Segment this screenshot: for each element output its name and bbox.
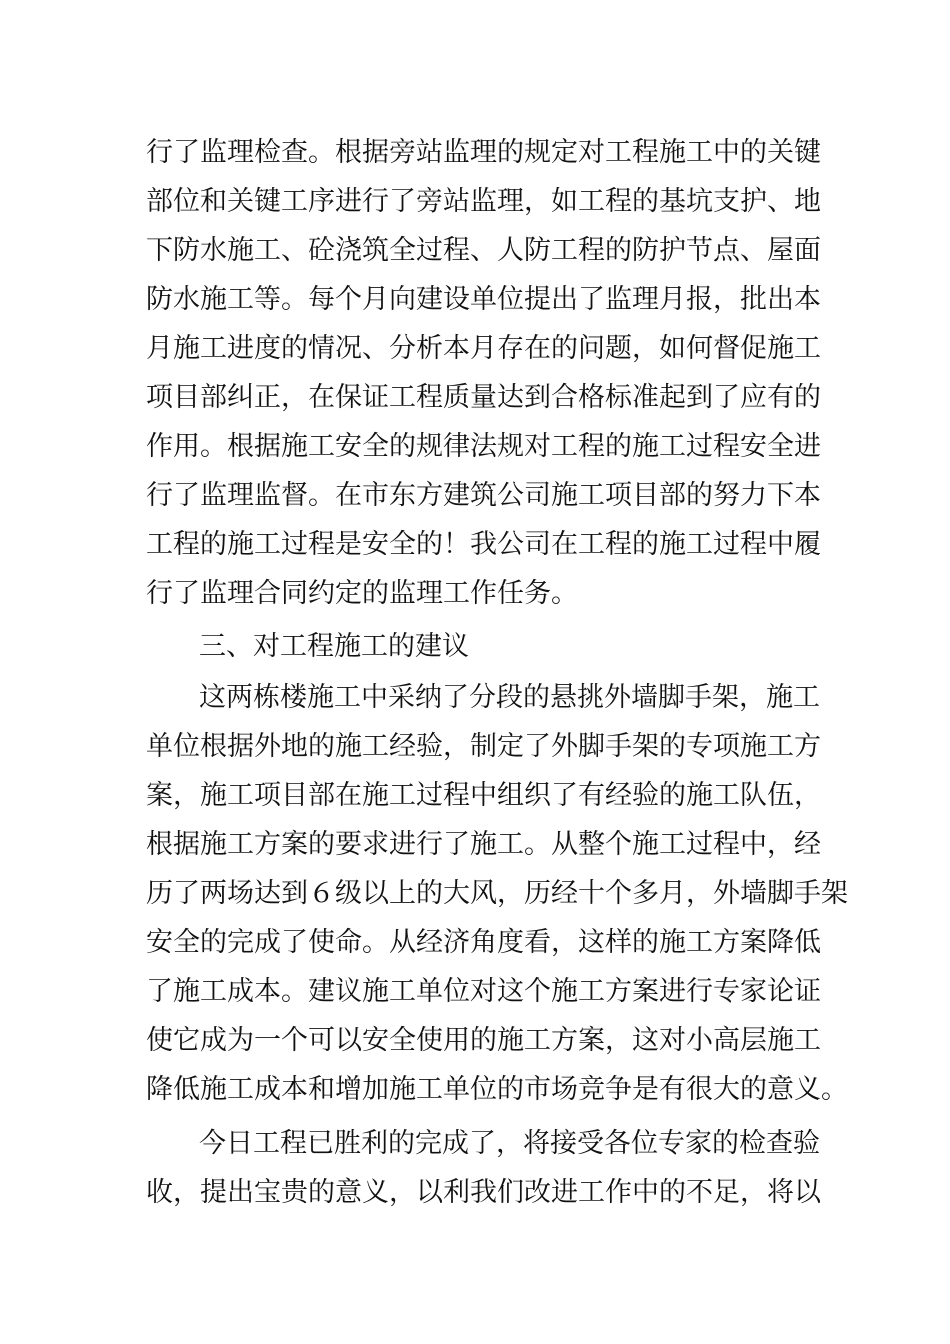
text-line: 案，施工项目部在施工过程中组织了有经验的施工队伍，	[146, 780, 821, 811]
text-line: 下防水施工、砼浇筑全过程、人防工程的防护节点、屋面	[146, 235, 821, 266]
text-line: 项目部纠正，在保证工程质量达到合格标准起到了应有的	[146, 382, 821, 413]
paragraph-scaffolding	[146, 673, 848, 1114]
text-line: 今日工程已胜利的完成了，将接受各位专家的检查验	[199, 1128, 820, 1159]
text-line: 收，提出宝贵的意义，以利我们改进工作中的不足，将以	[146, 1177, 821, 1208]
text-line: 历了两场达到６级以上的大风，历经十个多月，外墙脚手架	[146, 878, 848, 909]
text-line: 部位和关键工序进行了旁站监理，如工程的基坑支护、地	[146, 186, 821, 217]
text-line: 行了监理检查。根据旁站监理的规定对工程施工中的关键	[146, 137, 821, 168]
text-line: 使它成为一个可以安全使用的施工方案，这对小高层施工	[146, 1025, 821, 1056]
text-line: 工程的施工过程是安全的！我公司在工程的施工过程中履	[146, 529, 821, 560]
text-line: 月施工进度的情况、分析本月存在的问题，如何督促施工	[146, 333, 821, 364]
text-line: 作用。根据施工安全的规律法规对工程的施工过程安全进	[146, 431, 821, 462]
text-line: 单位根据外地的施工经验，制定了外脚手架的专项施工方	[146, 731, 821, 762]
paragraph-supervision	[146, 128, 821, 618]
paragraph-conclusion	[146, 1119, 821, 1217]
text-line: 这两栋楼施工中采纳了分段的悬挑外墙脚手架，施工	[199, 682, 820, 713]
text-line: 了施工成本。建议施工单位对这个施工方案进行专家论证	[146, 976, 821, 1007]
text-line: 安全的完成了使命。从经济角度看，这样的施工方案降低	[146, 927, 821, 958]
section-title: 三、对工程施工的建议	[199, 631, 469, 662]
text-line: 防水施工等。每个月向建设单位提出了监理月报，批出本	[146, 284, 821, 315]
text-line: 降低施工成本和增加施工单位的市场竞争是有很大的意义。	[146, 1074, 848, 1105]
text-line: 行了监理监督。在市东方建筑公司施工项目部的努力下本	[146, 480, 821, 511]
section-heading	[146, 622, 816, 671]
text-line: 行了监理合同约定的监理工作任务。	[146, 578, 578, 609]
text-line: 根据施工方案的要求进行了施工。从整个施工过程中，经	[146, 829, 821, 860]
